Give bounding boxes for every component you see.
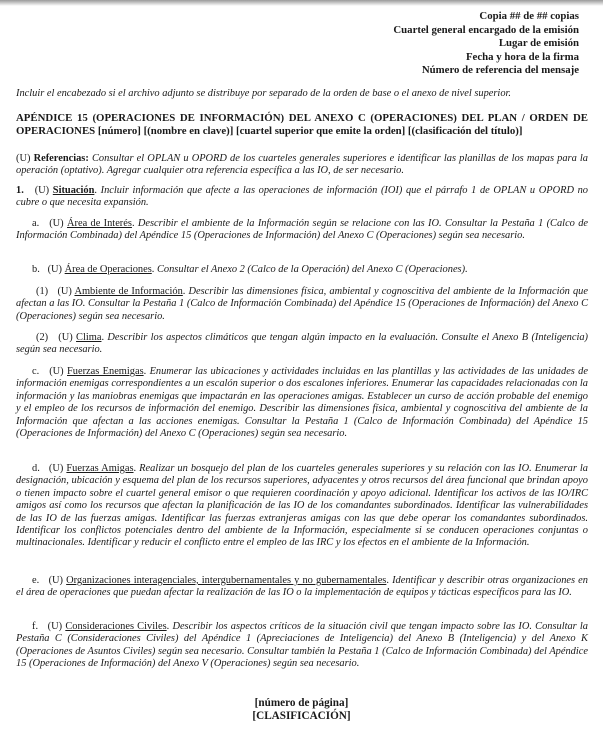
section-heading: Situación	[52, 185, 95, 196]
subsection-climate: (2) (U) Clima. Describir los aspectos climáticos que tengan algún impacto en la evaluación. Consulte el Anexo B (Inteligencia) según sea necesario.	[16, 332, 588, 356]
header-instruction: Incluir el encabezado si el archivo adjunto se distribuye por separado de la orden de base o el anexo de nivel superior.	[16, 88, 511, 99]
subsection-text: Enumerar las ubicaciones y actividades incluidas en las plantillas y las actividades de las unidades de información enemigas correspondientes a un escalón superior o dos escalones inferiores. Enumerar las capacidades relacionadas con la información y las maniobras enemigas que impactarán en las operaciones amigas. Establecer un curso de acción probable del enemigo y el empleo de los recursos de información del enemigo. Describir las dimensiones física, ambiental y cognoscitiva del ambiente de la Información que afectan a las acciones enemigas. Consultar la Pestaña 1 (Calco de Información Combinada) del Apéndice 15 (Operaciones de Información) del Anexo C (Operaciones) según sea necesario.	[16, 366, 588, 440]
subsection-letter: e.	[32, 575, 40, 586]
section-marker: (U)	[34, 185, 50, 196]
subsection-letter: (2)	[36, 332, 49, 343]
subsection-heading: Fuerzas Enemigas	[67, 366, 144, 377]
subsection-letter: (1)	[36, 286, 49, 297]
subsection-text: Describir las dimensiones física, ambiental y cognoscitiva del ambiente de la Información que afectan a las IO. Consultar la Pestaña 1 (Calco de Información Combinada) del Apéndice 15 (Operaciones de Información) del Anexo C (Operaciones) según sea necesario.	[16, 286, 588, 322]
subsection-letter: f.	[32, 621, 39, 632]
references-marker: (U)	[16, 153, 31, 164]
subsection-area-of-operations: b. (U) Área de Operaciones. Consultar el Anexo 2 (Calco de la Operación) del Anexo C (Operaciones).	[32, 264, 468, 275]
subsection-heading: Fuerzas Amigas	[66, 463, 134, 474]
subsection-heading: Consideraciones Civiles	[65, 621, 167, 632]
subsection-heading: Área de Interés	[67, 218, 132, 229]
subsection-marker: (U)	[47, 264, 63, 275]
subsection-text: Consultar el Anexo 2 (Calco de la Operación) del Anexo C (Operaciones).	[156, 264, 468, 275]
subsection-heading: Clima	[76, 332, 102, 343]
subsection-friendly-forces: d. (U) Fuerzas Amigas. Realizar un bosquejo del plan de los cuarteles generales superiores y su relación con las IO. Enumerar la designación, ubicación y esquema del plan de los recursos superiores, adyacentes y otros recursos del área funcional que brindan apoyo o tienen impacto sobre el cuartel general emisor o que requieren coordinación y apoyo adicional. Identificar los activos de las IO/IRC amigos así como los recursos que afectan la planificación de las IO de los comandantes subordinados. Identificar las vulnerabilidades de las IO de las fuerzas amigas. Identificar las fuerzas extranjeras amigas con las que debe operar los comandantes subordinados. Identificar los conflictos potenciales dentro del ambiente de la Información, especialmente si se conducen operaciones conjuntas o multinacionales. Identificar y reducir el conflicto entre el empleo de las IRC y los efectos en el ambiente de la Información.	[16, 463, 588, 549]
footer-page-number: [número de página]	[254, 697, 349, 709]
header-message-reference: Número de referencia del mensaje	[421, 64, 579, 76]
appendix-title: APÉNDICE 15 (OPERACIONES DE INFORMACIÓN) DEL ANEXO C (OPERACIONES) DEL PLAN / ORDEN DE OPERACIONES [número] [(nombre en clave)] [cuartel superior que emite la orden] [(clasificación del título)]	[16, 112, 588, 137]
subsection-text: Realizar un bosquejo del plan de los cuarteles generales superiores y su relación con las IO. Enumerar la designación, ubicación y esquema del plan de los recursos superiores, adyacentes y otros recursos del área funcional que brindan apoyo o tienen impacto sobre el cuartel general emisor o que requieren coordinación y apoyo adicional. Identificar los activos de las IO/IRC amigos así como los recursos que afectan la planificación de las IO de los comandantes subordinados. Identificar las vulnerabilidades de las IO de las fuerzas amigas. Identificar las fuerzas extranjeras amigas con las que debe operar los comandantes subordinados. Identificar los conflictos potenciales dentro del ambiente de la Información, especialmente si se conducen operaciones conjuntas o multinacionales. Identificar y reducir el conflicto entre el empleo de las IRC y los efectos en el ambiente de la Información.	[16, 463, 588, 549]
subsection-information-environment: (1) (U) Ambiente de Información. Describir las dimensiones física, ambiental y cognoscitiva del ambiente de la Información que afectan a las IO. Consultar la Pestaña 1 (Calco de Información Combinada) del Apéndice 15 (Operaciones de Información) del Anexo C (Operaciones) según sea necesario.	[16, 286, 588, 322]
subsection-organizations: e. (U) Organizaciones interagenciales, intergubernamentales y no gubernamentales. Identificar y describir otras organizaciones en el área de operaciones que puedan afectar la realización de las IO o la implementación de equipos y tácticas específicos para las IO.	[16, 575, 588, 599]
footer-classification: [CLASIFICACIÓN]	[252, 710, 351, 722]
subsection-marker: (U)	[48, 463, 64, 474]
scan-edge-shadow	[0, 0, 603, 6]
subsection-marker: (U)	[58, 332, 73, 343]
subsection-civil-considerations: f. (U) Consideraciones Civiles. Describir los aspectos críticos de la situación civil que tengan impacto sobre las IO. Consultar la Pestaña C (Consideraciones Civiles) del Apéndice 1 (Apreciaciones de Inteligencia) del Anexo B (Inteligencia) y del Anexo K (Operaciones de Asuntos Civiles) según sea necesario. Consultar también la Pestaña 1 (Calco de Información Combinada) del Apéndice 15 (Operaciones de Información) del Anexo V (Operaciones) según sea necesario.	[16, 621, 588, 670]
subsection-marker: (U)	[49, 218, 64, 229]
section-situation: 1. (U) Situación. Incluir información que afecte a las operaciones de información (IOI) que el párrafo 1 de OPLAN u OPORD no cubre o que necesita expansión.	[16, 185, 589, 209]
subsection-letter: a.	[32, 218, 40, 229]
subsection-letter: c.	[32, 366, 40, 377]
subsection-marker: (U)	[47, 621, 63, 632]
document-header	[393, 10, 579, 78]
section-text: Incluir información que afecte a las operaciones de información (IOI) que el párrafo 1 de OPLAN u OPORD no cubre o que necesita expansión.	[16, 185, 589, 209]
subsection-text: Describir el ambiente de la Información según se relacione con las IO. Consultar la Pestaña 1 (Calco de Información Combinada) del Apéndice 15 (Operaciones de Información) del Anexo C (Operaciones) según sea necesario.	[16, 218, 589, 242]
section-number: 1.	[16, 185, 24, 196]
subsection-marker: (U)	[49, 366, 64, 377]
subsection-heading: Organizaciones interagenciales, intergubernamentales y no gubernamentales	[66, 575, 387, 586]
subsection-marker: (U)	[57, 286, 72, 297]
subsection-heading: Ambiente de Información	[74, 286, 183, 297]
header-place-of-issue: Lugar de emisión	[498, 37, 579, 49]
subsection-text: Identificar y describir otras organizaciones en el área de operaciones que puedan afectar la realización de las IO o la implementación de equipos y tácticas específicos para las IO.	[16, 575, 588, 599]
references-label: Referencias:	[33, 153, 89, 164]
subsection-letter: b.	[32, 264, 40, 275]
subsection-letter: d.	[32, 463, 40, 474]
subsection-heading: Área de Operaciones	[64, 264, 152, 275]
references-text: Consultar el OPLAN u OPORD de los cuarteles generales superiores e identificar las planillas de los mapas para la operación (optativo). Agregar cualquier otra referencia específica a las IO, de ser necesario.	[16, 153, 588, 177]
subsection-enemy-forces: c. (U) Fuerzas Enemigas. Enumerar las ubicaciones y actividades incluidas en las plantillas y las actividades de las unidades de información enemigas correspondientes a un escalón superior o dos escalones inferiores. Enumerar las capacidades relacionadas con la información y las maniobras enemigas que impactarán en las operaciones amigas. Establecer un curso de acción probable del enemigo y el empleo de los recursos de información del enemigo. Describir las dimensiones física, ambiental y cognoscitiva del ambiente de la Información que afectan a las acciones enemigas. Consultar la Pestaña 1 (Calco de Información Combinada) del Apéndice 15 (Operaciones de Información) del Anexo C (Operaciones) según sea necesario.	[16, 366, 588, 440]
header-issuing-hq: Cuartel general encargado de la emisión	[393, 23, 579, 36]
subsection-text: Describir los aspectos climáticos que tengan algún impacto en la evaluación. Consulte el Anexo B (Inteligencia) según sea necesario.	[16, 332, 588, 356]
subsection-marker: (U)	[48, 575, 64, 586]
header-copy-number: Copia ## de ## copias	[479, 10, 579, 22]
subsection-text: Describir los aspectos críticos de la situación civil que tengan impacto sobre las IO. Consultar la Pestaña C (Consideraciones Civiles) del Apéndice 1 (Apreciaciones de Inteligencia) del Anexo B (Inteligencia) y del Anexo K (Operaciones de Asuntos Civiles) según sea necesario. Consultar también la Pestaña 1 (Calco de Información Combinada) del Apéndice 15 (Operaciones de Información) del Anexo V (Operaciones) según sea necesario.	[16, 621, 588, 670]
header-date-time: Fecha y hora de la firma	[465, 50, 579, 63]
references-paragraph	[16, 153, 588, 178]
subsection-area-of-interest: a. (U) Área de Interés. Describir el ambiente de la Información según se relacione con las IO. Consultar la Pestaña 1 (Calco de Información Combinada) del Apéndice 15 (Operaciones de Información) del Anexo C (Operaciones) según sea necesario.	[16, 218, 589, 242]
